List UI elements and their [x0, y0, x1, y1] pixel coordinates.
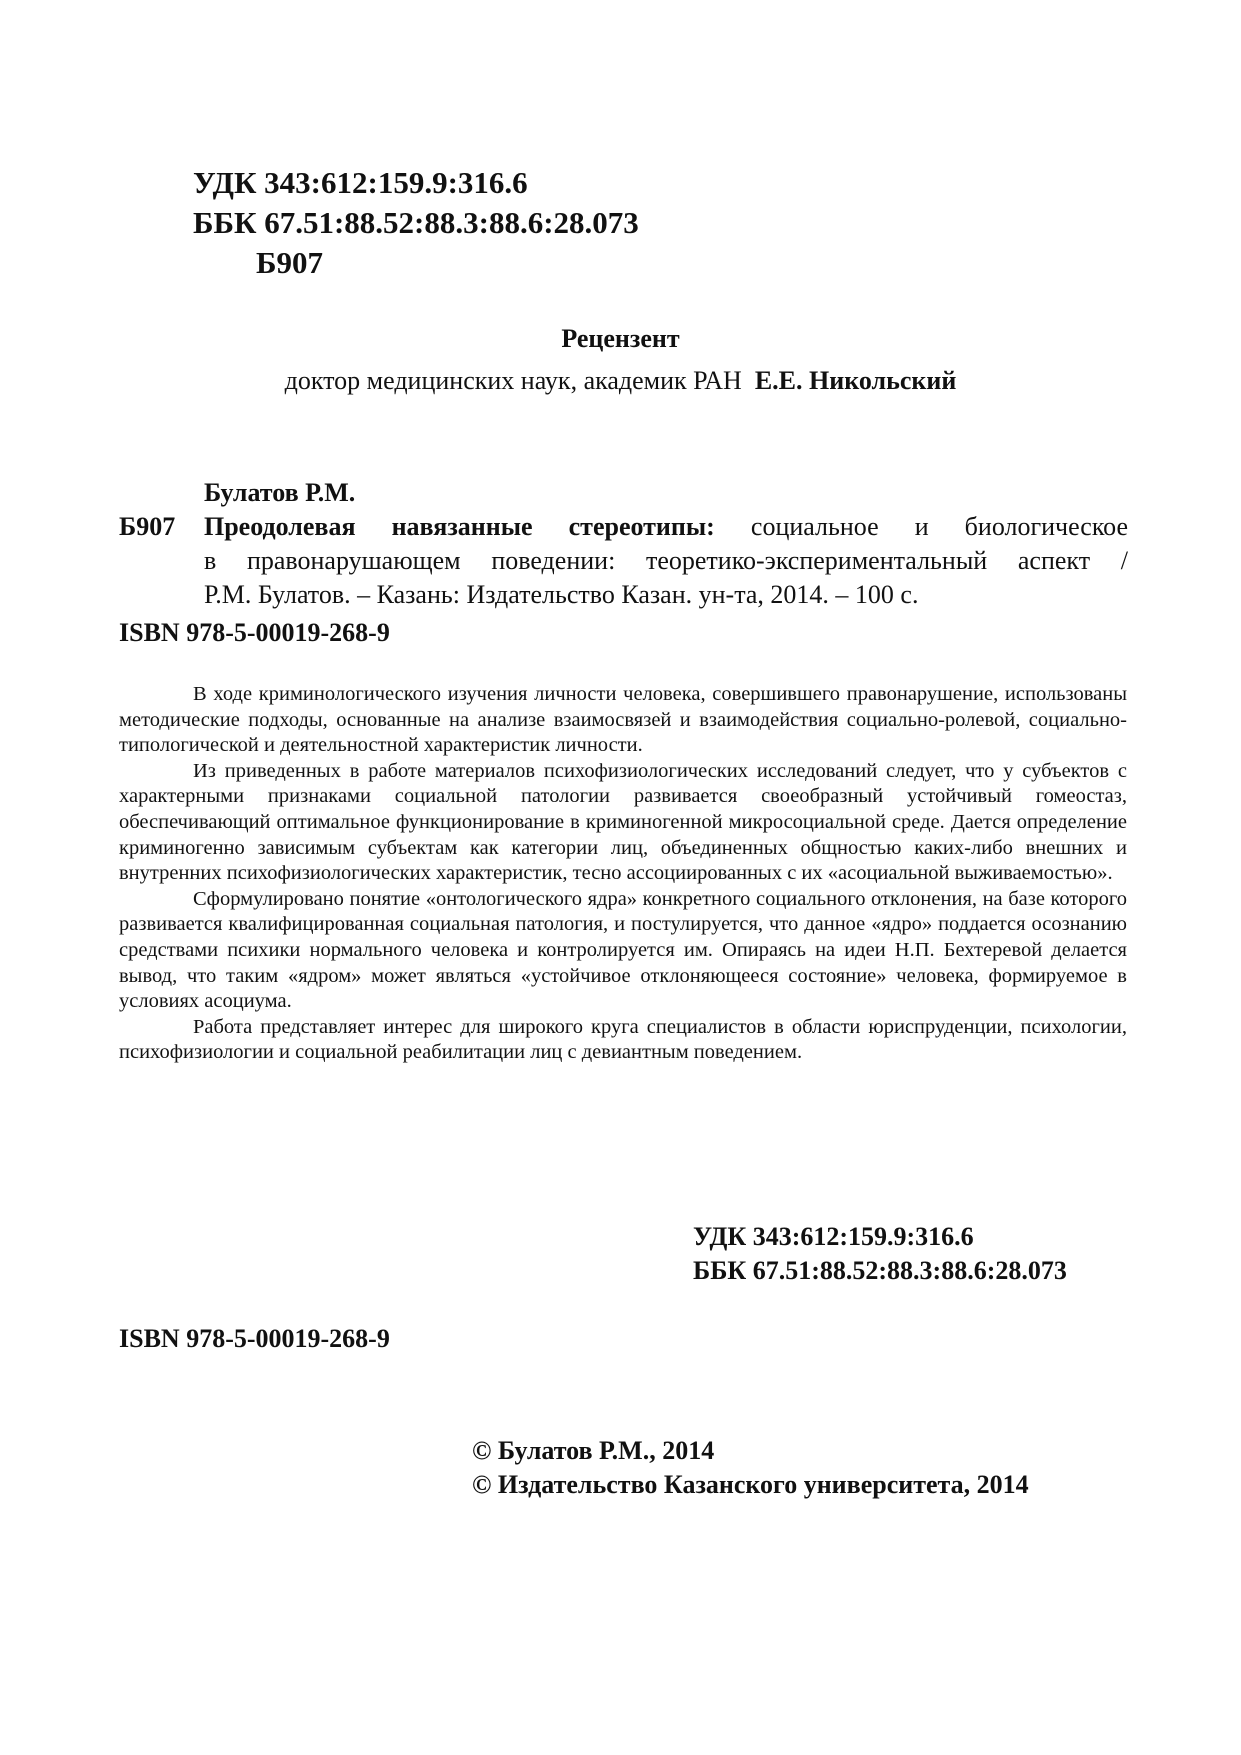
- abstract-paragraph: Из приведенных в работе материалов психофизиологических исследований следует, что у субъектов с характерными признаками социальной патологии развивается своеобразный устойчивый гомеостаз, обеспечивающий оптимальное функционирование в криминогенной микросоциальной среде. Дается определение криминогенно зависимым субъектам как категории лиц, объединенных общностью каких-либо внешних и внутренних психофизиологических характеристик, тесно ассоциированных с их «асоциальной выживаемостью».: [119, 759, 1127, 885]
- abstract-paragraph: Работа представляет интерес для широкого круга специалистов в области юриспруденции, психологии, психофизиологии и социальной реабилитации лиц с девиантным поведением.: [119, 1015, 1127, 1064]
- entry-line-1: [204, 510, 1128, 544]
- abstract: [119, 682, 1127, 1066]
- entry-author-mark: Б907: [119, 512, 176, 541]
- author-mark-top: Б907: [256, 245, 323, 280]
- abstract-paragraph: В ходе криминологического изучения личности человека, совершившего правонарушение, использованы методические подходы, основанные на анализе взаимосвязей и взаимодействия социально-ролевой, социально-типологической и деятельностной характеристик личности.: [119, 683, 1127, 757]
- entry-title: Преодолевая навязанные стереотипы:: [204, 512, 715, 541]
- entry-subtitle-start: социальное и биологическое: [714, 512, 1129, 541]
- copyright-publisher: © Издательство Казанского университета, 2014: [472, 1470, 1029, 1499]
- udk-code-bottom: УДК 343:612:159.9:316.6: [693, 1222, 974, 1251]
- entry-isbn: ISBN 978-5-00019-268-9: [119, 618, 390, 647]
- reviewer-name: Е.Е. Никольский: [754, 366, 957, 395]
- isbn-bottom: ISBN 978-5-00019-268-9: [119, 1324, 390, 1353]
- copyright-author: © Булатов Р.М., 2014: [472, 1436, 715, 1465]
- bbk-code-top: ББК 67.51:88.52:88.3:88.6:28.073: [193, 205, 639, 240]
- entry-author: Булатов Р.М.: [204, 478, 356, 507]
- reviewer-line: [0, 364, 1241, 398]
- reviewer-heading: Рецензент: [561, 324, 680, 353]
- bbk-code-bottom: ББК 67.51:88.52:88.3:88.6:28.073: [693, 1256, 1067, 1285]
- udk-code-top: УДК 343:612:159.9:316.6: [193, 165, 528, 200]
- entry-line-3: Р.М. Булатов. – Казань: Издательство Казан. ун-та, 2014. – 100 с.: [204, 580, 919, 609]
- reviewer-title: доктор медицинских наук, академик РАН: [284, 366, 742, 395]
- entry-line-2: в правонарушающем поведении: теоретико-экспериментальный аспект /: [204, 546, 1128, 575]
- entry-description: [204, 510, 1128, 612]
- abstract-paragraph: Сформулировано понятие «онтологического ядра» конкретного социального отклонения, на базе которого развивается квалифицированная социальная патология, и постулируется, что данное «ядро» поддается осознанию средствами психики нормального человека и контролируется им. Опираясь на идеи Н.П. Бехтеревой делается вывод, что таким «ядром» может являться «устойчивое отклоняющееся состояние» человека, формируемое в условиях асоциума.: [119, 887, 1127, 1013]
